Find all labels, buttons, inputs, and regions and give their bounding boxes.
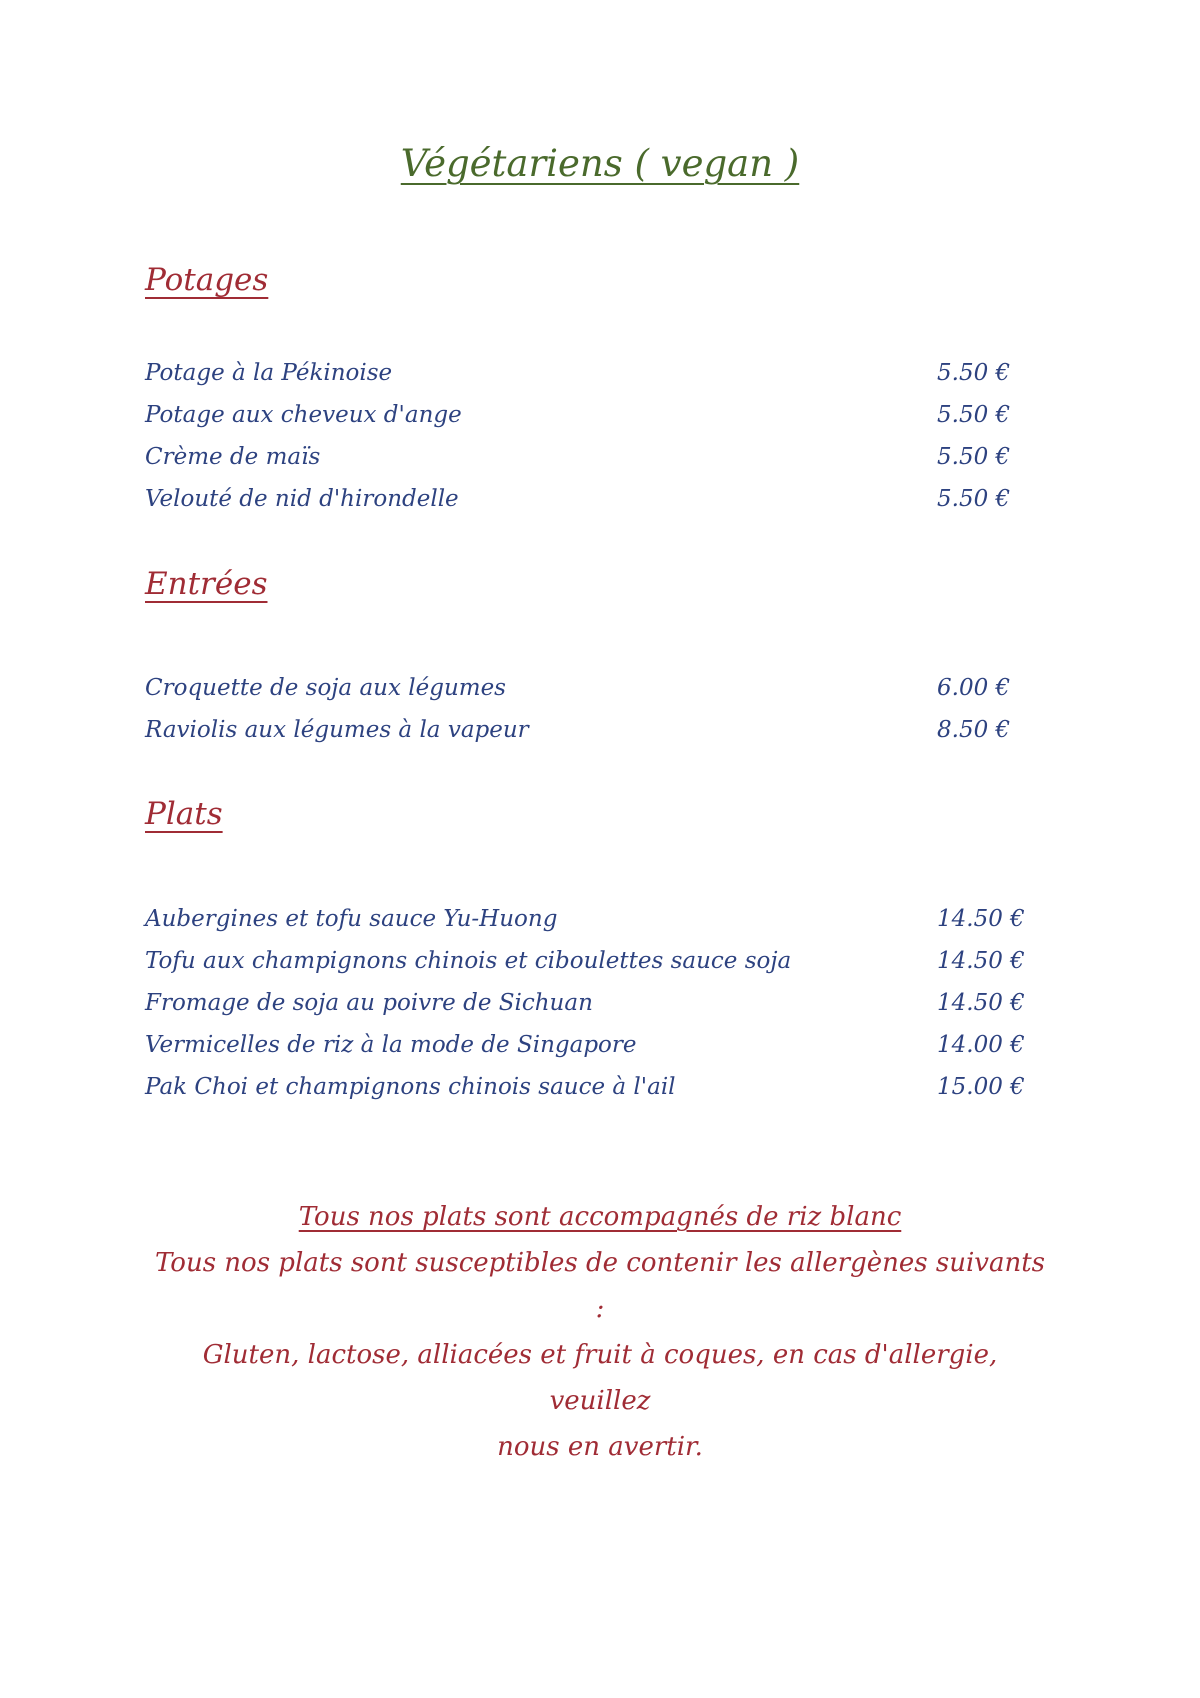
item-name: Crème de maïs: [145, 444, 321, 470]
notes-block: [150, 1194, 1050, 1470]
menu-list-entrees: [145, 667, 1025, 751]
item-name: Potage à la Pékinoise: [145, 360, 393, 386]
menu-item: [145, 940, 1025, 982]
rice-note: Tous nos plats sont accompagnés de riz blanc: [298, 1202, 902, 1232]
allergen-note-line-1: Tous nos plats sont susceptibles de contenir les allergènes suivants :: [154, 1248, 1046, 1324]
item-price: 14.00 €: [937, 1032, 1025, 1058]
item-name: Pak Choi et champignons chinois sauce à l'ail: [145, 1074, 676, 1100]
item-price: 14.50 €: [937, 906, 1025, 932]
item-price: 5.50 €: [937, 360, 1011, 386]
menu-list-plats: [145, 898, 1025, 1108]
item-price: 5.50 €: [937, 486, 1011, 512]
section-heading-potages: Potages: [145, 262, 269, 298]
page-title: Végétariens ( vegan ): [400, 142, 800, 185]
item-price: 5.50 €: [937, 402, 1011, 428]
menu-list-potages: [145, 352, 1025, 520]
menu-item: [145, 436, 1025, 478]
menu-item: [145, 352, 1025, 394]
item-name: Aubergines et tofu sauce Yu-Huong: [145, 906, 558, 932]
menu-item: [145, 394, 1025, 436]
item-price: 15.00 €: [937, 1074, 1025, 1100]
menu-item: [145, 1024, 1025, 1066]
menu-item: [145, 709, 1025, 751]
item-name: Raviolis aux légumes à la vapeur: [145, 717, 529, 743]
item-price: 8.50 €: [937, 717, 1011, 743]
menu-item: [145, 667, 1025, 709]
item-name: Fromage de soja au poivre de Sichuan: [145, 990, 593, 1016]
item-price: 6.00 €: [937, 675, 1011, 701]
menu-item: [145, 898, 1025, 940]
item-name: Potage aux cheveux d'ange: [145, 402, 462, 428]
section-heading-entrees: Entrées: [145, 566, 268, 602]
item-name: Velouté de nid d'hirondelle: [145, 486, 459, 512]
item-price: 14.50 €: [937, 948, 1025, 974]
item-price: 5.50 €: [937, 444, 1011, 470]
item-price: 14.50 €: [937, 990, 1025, 1016]
item-name: Vermicelles de riz à la mode de Singapore: [145, 1032, 637, 1058]
section-heading-plats: Plats: [145, 796, 223, 832]
menu-item: [145, 1066, 1025, 1108]
item-name: Tofu aux champignons chinois et ciboulettes sauce soja: [145, 948, 792, 974]
menu-item: [145, 982, 1025, 1024]
allergen-note-line-2: Gluten, lactose, alliacées et fruit à coques, en cas d'allergie, veuillez: [202, 1340, 998, 1416]
menu-item: [145, 478, 1025, 520]
item-name: Croquette de soja aux légumes: [145, 675, 506, 701]
allergen-note-line-3: nous en avertir.: [497, 1432, 703, 1462]
